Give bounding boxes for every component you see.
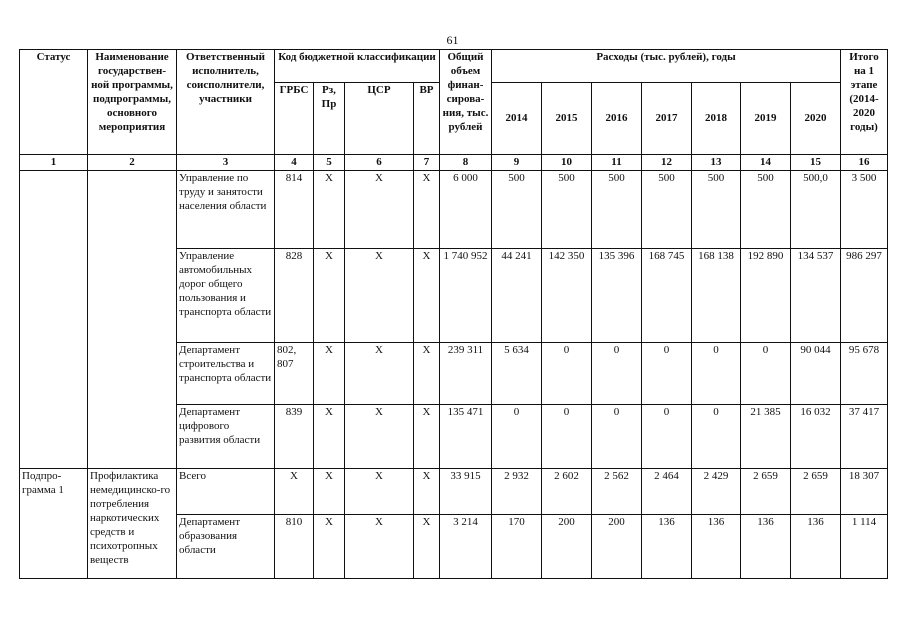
- header-total-financing: Общий объем финан-сирова-ния, тыс. рублей: [440, 50, 492, 155]
- year-value-cell: 134 537: [791, 249, 841, 343]
- grbs-cell: 810: [275, 515, 314, 579]
- header-year: 2020: [791, 83, 841, 155]
- header-row-1: [20, 50, 888, 83]
- year-value-cell: 0: [642, 343, 692, 405]
- column-number-row: [20, 155, 888, 171]
- total-cell: 3 214: [440, 515, 492, 579]
- column-number: 9: [492, 155, 542, 171]
- total-cell: 33 915: [440, 469, 492, 515]
- executor-cell: Департамент цифрового развития области: [177, 405, 275, 469]
- header-year: 2015: [542, 83, 592, 155]
- year-value-cell: 500: [741, 171, 791, 249]
- rzpr-cell: X: [314, 515, 345, 579]
- year-value-cell: 500: [492, 171, 542, 249]
- column-number: 8: [440, 155, 492, 171]
- year-value-cell: 200: [542, 515, 592, 579]
- header-year: 2017: [642, 83, 692, 155]
- csr-cell: X: [345, 249, 414, 343]
- rzpr-cell: X: [314, 343, 345, 405]
- column-number: 15: [791, 155, 841, 171]
- stage-total-cell: 1 114: [841, 515, 888, 579]
- year-value-cell: 2 602: [542, 469, 592, 515]
- vr-cell: X: [414, 249, 440, 343]
- csr-cell: X: [345, 171, 414, 249]
- year-value-cell: 2 659: [741, 469, 791, 515]
- vr-cell: X: [414, 515, 440, 579]
- year-value-cell: 2 932: [492, 469, 542, 515]
- subprogram-name: Профилактика немедицинско-го потребления наркотических средств и психотропных веществ: [88, 469, 177, 579]
- grbs-cell: 814: [275, 171, 314, 249]
- year-value-cell: 2 562: [592, 469, 642, 515]
- header-grbs: ГРБС: [275, 83, 314, 155]
- column-number: 12: [642, 155, 692, 171]
- header-vr: ВР: [414, 83, 440, 155]
- name-cell-empty: [88, 171, 177, 469]
- header-name: Наименование государствен-ной программы, подпрограммы, основного мероприятия: [88, 50, 177, 155]
- total-cell: 239 311: [440, 343, 492, 405]
- column-number: 7: [414, 155, 440, 171]
- header-year: 2016: [592, 83, 642, 155]
- year-value-cell: 0: [542, 343, 592, 405]
- year-value-cell: 2 659: [791, 469, 841, 515]
- column-number: 13: [692, 155, 741, 171]
- year-value-cell: 136: [642, 515, 692, 579]
- column-number: 5: [314, 155, 345, 171]
- executor-cell: Департамент строительства и транспорта области: [177, 343, 275, 405]
- executor-cell: Всего: [177, 469, 275, 515]
- executor-cell: Департамент образования области: [177, 515, 275, 579]
- year-value-cell: 0: [542, 405, 592, 469]
- vr-cell: X: [414, 171, 440, 249]
- header-rzpr: Рз, Пр: [314, 83, 345, 155]
- year-value-cell: 135 396: [592, 249, 642, 343]
- budget-table: [19, 49, 888, 579]
- rzpr-cell: X: [314, 171, 345, 249]
- year-value-cell: 136: [791, 515, 841, 579]
- year-value-cell: 136: [741, 515, 791, 579]
- year-value-cell: 2 464: [642, 469, 692, 515]
- header-year: 2018: [692, 83, 741, 155]
- header-status: Статус: [20, 50, 88, 155]
- year-value-cell: 0: [642, 405, 692, 469]
- total-cell: 1 740 952: [440, 249, 492, 343]
- year-value-cell: 21 385: [741, 405, 791, 469]
- year-value-cell: 142 350: [542, 249, 592, 343]
- column-number: 4: [275, 155, 314, 171]
- year-value-cell: 500: [592, 171, 642, 249]
- year-value-cell: 5 634: [492, 343, 542, 405]
- year-value-cell: 200: [592, 515, 642, 579]
- column-number: 16: [841, 155, 888, 171]
- column-number: 2: [88, 155, 177, 171]
- csr-cell: X: [345, 405, 414, 469]
- header-budget-code: Код бюджетной классификации: [275, 50, 440, 83]
- year-value-cell: 168 138: [692, 249, 741, 343]
- csr-cell: X: [345, 343, 414, 405]
- rzpr-cell: X: [314, 249, 345, 343]
- status-cell-empty: [20, 171, 88, 469]
- stage-total-cell: 37 417: [841, 405, 888, 469]
- column-number: 1: [20, 155, 88, 171]
- year-value-cell: 168 745: [642, 249, 692, 343]
- column-number: 3: [177, 155, 275, 171]
- year-value-cell: 44 241: [492, 249, 542, 343]
- vr-cell: X: [414, 469, 440, 515]
- executor-cell: Управление по труду и занятости населения области: [177, 171, 275, 249]
- table-row: [20, 171, 888, 249]
- vr-cell: X: [414, 343, 440, 405]
- column-number: 11: [592, 155, 642, 171]
- year-value-cell: 0: [592, 405, 642, 469]
- page-number: 61: [446, 33, 459, 47]
- csr-cell: X: [345, 469, 414, 515]
- year-value-cell: 0: [692, 405, 741, 469]
- stage-total-cell: 986 297: [841, 249, 888, 343]
- column-number: 10: [542, 155, 592, 171]
- stage-total-cell: 95 678: [841, 343, 888, 405]
- grbs-cell: X: [275, 469, 314, 515]
- year-value-cell: 500: [642, 171, 692, 249]
- total-cell: 6 000: [440, 171, 492, 249]
- year-value-cell: 2 429: [692, 469, 741, 515]
- header-year: 2014: [492, 83, 542, 155]
- year-value-cell: 16 032: [791, 405, 841, 469]
- csr-cell: X: [345, 515, 414, 579]
- year-value-cell: 500: [692, 171, 741, 249]
- rzpr-cell: X: [314, 405, 345, 469]
- total-cell: 135 471: [440, 405, 492, 469]
- header-executor: Ответственный исполнитель, соисполнители, участники: [177, 50, 275, 155]
- stage-total-cell: 18 307: [841, 469, 888, 515]
- header-csr: ЦСР: [345, 83, 414, 155]
- header-stage-total: Итого на 1 этапе (2014-2020 годы): [841, 50, 888, 155]
- stage-total-cell: 3 500: [841, 171, 888, 249]
- header-year: 2019: [741, 83, 791, 155]
- column-number: 6: [345, 155, 414, 171]
- year-value-cell: 0: [741, 343, 791, 405]
- header-expenses: Расходы (тыс. рублей), годы: [492, 50, 841, 83]
- year-value-cell: 0: [592, 343, 642, 405]
- table-row: [20, 469, 888, 515]
- year-value-cell: 90 044: [791, 343, 841, 405]
- year-value-cell: 0: [492, 405, 542, 469]
- rzpr-cell: X: [314, 469, 345, 515]
- year-value-cell: 170: [492, 515, 542, 579]
- year-value-cell: 0: [692, 343, 741, 405]
- year-value-cell: 192 890: [741, 249, 791, 343]
- executor-cell: Управление автомобильных дорог общего пользования и транспорта области: [177, 249, 275, 343]
- vr-cell: X: [414, 405, 440, 469]
- grbs-cell: 828: [275, 249, 314, 343]
- column-number: 14: [741, 155, 791, 171]
- year-value-cell: 136: [692, 515, 741, 579]
- year-value-cell: 500: [542, 171, 592, 249]
- grbs-cell: 802, 807: [275, 343, 314, 405]
- year-value-cell: 500,0: [791, 171, 841, 249]
- grbs-cell: 839: [275, 405, 314, 469]
- subprogram-status: Подпро-грамма 1: [20, 469, 88, 579]
